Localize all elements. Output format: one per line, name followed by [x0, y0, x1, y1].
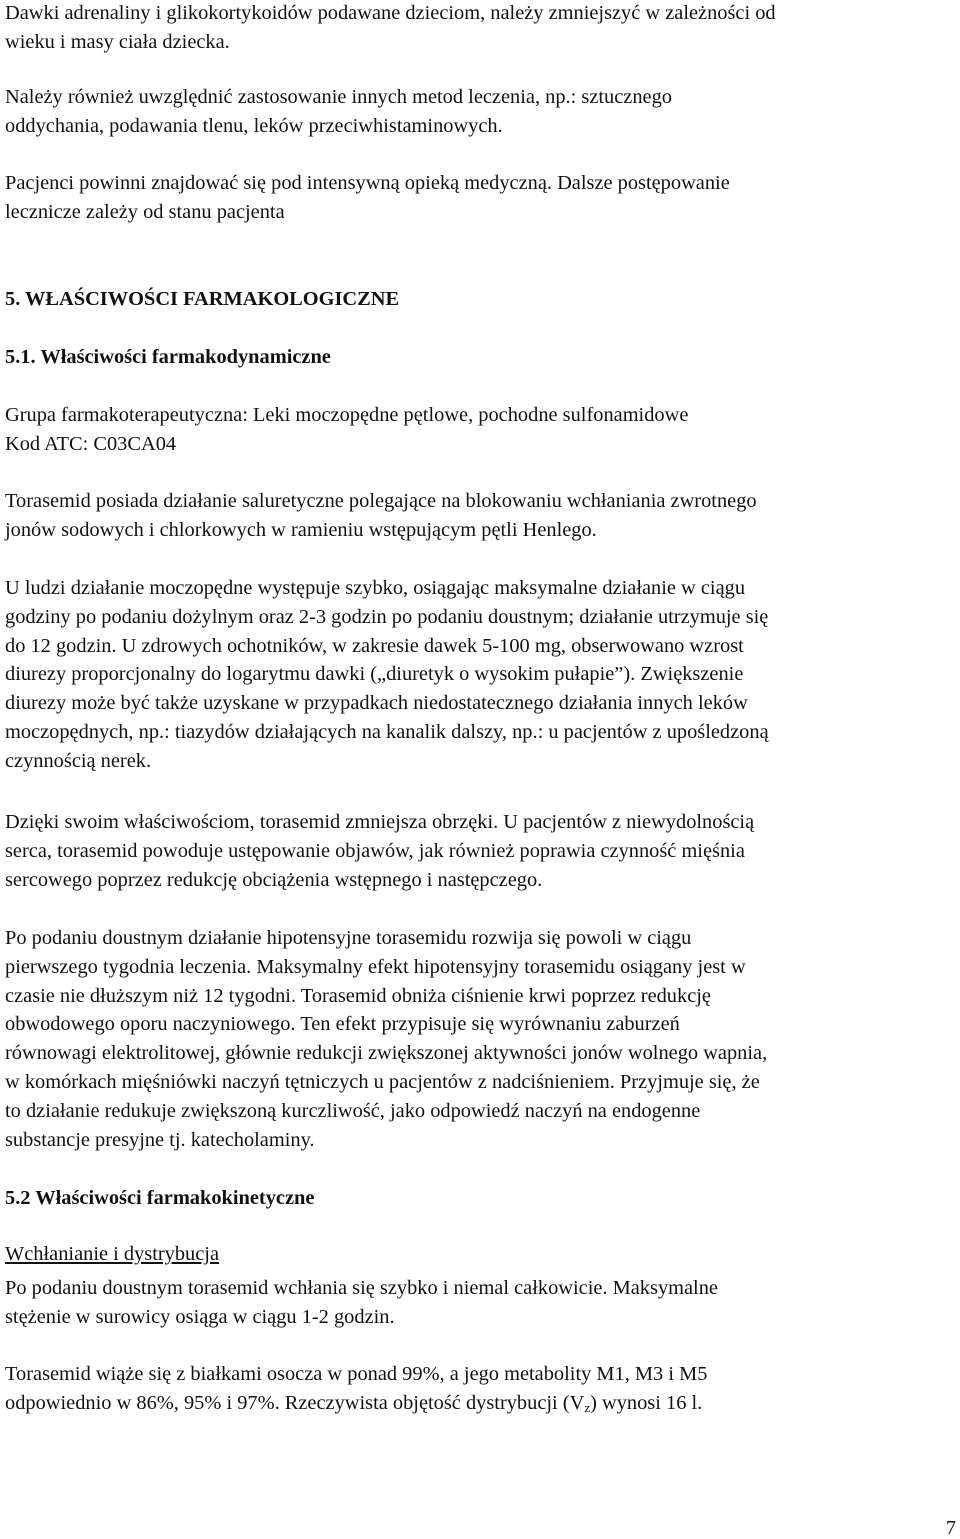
page-number: 7 [946, 1517, 956, 1539]
subheading-absorption-distribution: Wchłanianie i dystrybucja [5, 1243, 220, 1265]
subsection-heading-pharmacokinetics: 5.2 Właściwości farmakokinetyczne [5, 1187, 315, 1209]
subsection-heading-pharmacodynamics: 5.1. Właściwości farmakodynamiczne [5, 346, 331, 368]
distribution-volume-line: odpowiednio w 86%, 95% i 97%. Rzeczywista objętość dystrybucji $(V_z)$ wynosi 16 l. [5, 1391, 703, 1415]
paragraph-intensive-care: Pacjenci powinni znajdować się pod intensywną opieką medyczną. Dalsze postępowanie lecznicze zależy od stanu pacjenta [5, 172, 730, 223]
paragraph-mechanism: Torasemid posiada działanie saluretyczne polegające na blokowaniu wchłaniania zwrotnego jonów sodowych i chlorkowych w ramieniu wstępującym pętli Henlego. [5, 490, 757, 541]
paragraph-diuretic-action: U ludzi działanie moczopędne występuje szybko, osiągając maksymalne działanie w ciągu godziny po podaniu dożylnym oraz 2-3 godzin po podaniu doustnym; działanie utrzymuje się do 12 godzin. U zdrowych ochotników, w zakresie dawek 5-100 mg, obserwowano wzrost diurezy proporcjonalny do logarytmu dawki („diuretyk o wysokim pułapie”). Zwiększenie diurezy może być także uzyskane w przypadkach niedostatecznego działania innych leków moczopędnych, np.: tiazydów działających na kanalik dalszy, np.: u pacjentów z upośledzoną czynnością nerek. [5, 577, 769, 772]
paragraph-pharmacotherapeutic-group: Grupa farmakoterapeutyczna: Leki moczopędne pętlowe, pochodne sulfonamidowe Kod ATC: C03CA04 [5, 404, 689, 455]
section-heading-pharmacological-properties: 5. WŁAŚCIWOŚCI FARMAKOLOGICZNE [5, 288, 400, 310]
paragraph-other-treatments: Należy również uwzględnić zastosowanie innych metod leczenia, np.: sztucznego oddychania, podawania tlenu, leków przeciwhistaminowych. [5, 86, 672, 137]
paragraph-protein-binding: Torasemid wiąże się z białkami osocza w ponad 99%, a jego metabolity M1, M3 i M5 odpowiednio w 86%, 95% i 97%. Rzeczywista objętość dystrybucji $(V_z)$ wynosi 16 l. [5, 1360, 950, 1418]
paragraph-pediatric-dosing: Dawki adrenaliny i glikokortykoidów podawane dzieciom, należy zmniejszyć w zależności od wieku i masy ciała dziecka. [5, 2, 776, 53]
paragraph-edema-heart-failure: Dzięki swoim właściwościom, torasemid zmniejsza obrzęki. U pacjentów z niewydolnością serca, torasemid powoduje ustępowanie objawów, jak również poprawia czynność mięśnia sercowego poprzez redukcję obciążenia wstępnego i następczego. [5, 811, 755, 891]
paragraph-hypotensive-effect: Po podaniu doustnym działanie hipotensyjne torasemidu rozwija się powoli w ciągu pierwszego tygodnia leczenia. Maksymalny efekt hipotensyjny torasemidu osiągany jest w czasie nie dłuższym niż 12 tygodni. Torasemid obniża ciśnienie krwi poprzez redukcję obwodowego oporu naczyniowego. Ten efekt przypisuje się wyrównaniu zaburzeń równowagi elektrolitowej, głównie redukcji zwiększonej aktywności jonów wolnego wapnia, w komórkach mięśniówki naczyń tętniczych u pacjentów z nadciśnieniem. Przyjmuje się, że to działanie redukuje zwiększoną kurczliwość, jako odpowiedź naczyń na endogenne substancje presyjne tj. katecholaminy. [5, 927, 768, 1151]
paragraph-absorption: Po podaniu doustnym torasemid wchłania się szybko i niemal całkowicie. Maksymalne stężenie w surowicy osiąga w ciągu 1-2 godzin. [5, 1277, 718, 1328]
